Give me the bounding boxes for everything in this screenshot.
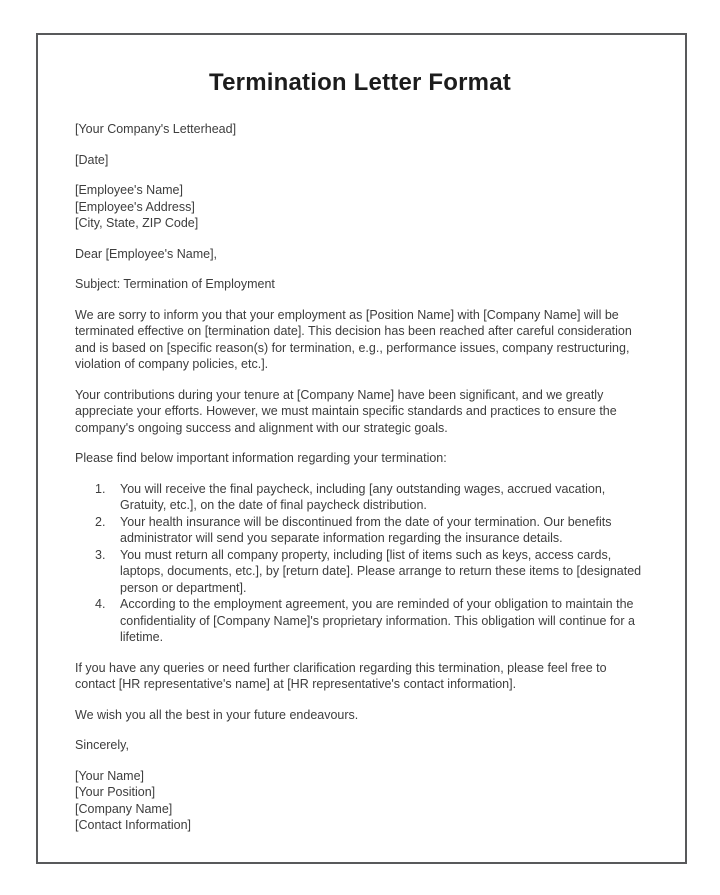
body-paragraph-2: Your contributions during your tenure at [Company Name] have been significant, and we greatly appreciate your efforts. However, we must maintain specific standards and practices to ensure the company's ongoing success and alignment with our strategic goals. [75,387,617,435]
list-item-final-paycheck [75,481,645,514]
body-paragraph-queries: If you have any queries or need further clarification regarding this termination, please feel free to contact [HR representative's name] at [HR representative's contact information]. [75,660,607,691]
letter-frame [36,33,687,864]
letterhead-placeholder: [Your Company's Letterhead] [75,122,237,136]
list-item-text: According to the employment agreement, you are reminded of your obligation to maintain the confidentiality of [Company Name]'s proprietary information. This obligation will continue for a lifetime. [120,597,635,644]
page-title: Termination Letter Format [209,69,511,96]
signature-company-line: [Company Name] [75,801,173,816]
body-paragraph-1: We are sorry to inform you that your employment as [Position Name] with [Company Name] will be terminated effective on [termination date]. This decision has been reached after careful consideration and is based on [specific reason(s) for termination, e.g., performance issues, company restructuring, violation of company policies, etc.]. [75,307,632,371]
list-intro: Please find below important information regarding your termination: [75,451,447,465]
recipient-address-line: [Employee's Address] [75,199,195,214]
list-item-company-property [75,547,645,597]
body-paragraph-wishes: We wish you all the best in your future endeavours. [75,707,359,722]
sign-off: Sincerely, [75,738,129,752]
list-item-confidentiality [75,596,645,646]
date-placeholder: [Date] [75,152,109,167]
recipient-city-line: [City, State, ZIP Code] [75,216,199,230]
signature-contact-line: [Contact Information] [75,818,192,832]
termination-info-list [75,481,645,646]
list-item-health-insurance [75,514,645,547]
signature-position-line: [Your Position] [75,785,156,799]
recipient-name-line: [Employee's Name] [75,183,183,197]
list-item-number: 1. [95,481,106,496]
list-item-number: 3. [95,547,106,562]
list-item-number: 4. [95,597,106,611]
list-item-text: Your health insurance will be discontinued from the date of your termination. Our benefits administrator will send you separate information regarding the insurance details. [120,514,612,545]
signature-name-line: [Your Name] [75,768,145,783]
list-item-text: You will receive the final paycheck, including [any outstanding wages, accrued vacation, Gratuity, etc.], on the date of final paycheck distribution. [120,481,606,512]
subject-line: Subject: Termination of Employment [75,277,275,291]
list-item-text: You must return all company property, including [list of items such as keys, access cards, laptops, documents, etc.], by [return date]. Please arrange to return these items to [designated person or department]. [120,547,642,595]
list-item-number: 2. [95,514,106,529]
signature-block [75,768,645,834]
salutation: Dear [Employee's Name], [75,246,218,261]
recipient-block [75,182,645,232]
